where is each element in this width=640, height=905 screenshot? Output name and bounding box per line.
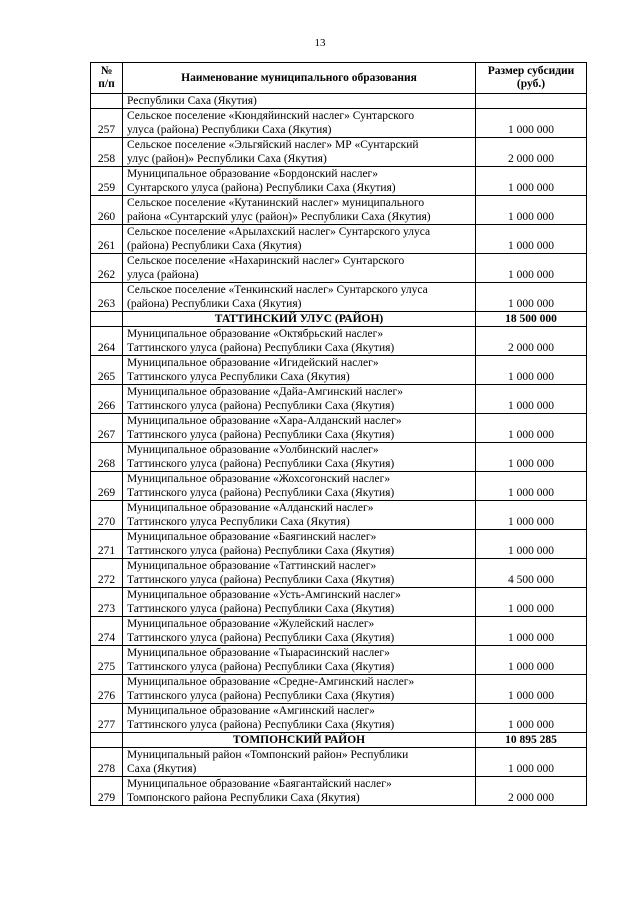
section-title: ТОМПОНСКИЙ РАЙОН — [123, 733, 476, 748]
table-row — [91, 283, 587, 312]
row-amount: 1 000 000 — [476, 675, 587, 704]
row-amount: 1 000 000 — [476, 225, 587, 254]
table-section-row — [91, 733, 587, 748]
table-row — [91, 138, 587, 167]
column-header-name: Наименование муниципального образования — [123, 63, 476, 94]
row-number: 274 — [91, 617, 123, 646]
row-name-line: Таттинского улуса (района) Республики Саха (Якутия) — [127, 603, 395, 615]
row-name-line: Муниципальный район «Томпонский район» Республики — [127, 749, 409, 761]
row-name-line: Муниципальное образование «Хара-Алданский наслег» — [127, 415, 402, 427]
row-name — [123, 559, 476, 588]
row-amount: 1 000 000 — [476, 167, 587, 196]
section-title: ТАТТИНСКИЙ УЛУС (РАЙОН) — [123, 312, 476, 327]
row-number — [91, 733, 123, 748]
row-name-line: Таттинского улуса (района) Республики Саха (Якутия) — [127, 661, 395, 673]
row-name-line: Таттинского улуса (района) Республики Саха (Якутия) — [127, 342, 395, 354]
row-name-line: района «Сунтарский улус (район)» Республики Саха (Якутия) — [127, 211, 431, 223]
row-amount: 1 000 000 — [476, 748, 587, 777]
row-name-line: Таттинского улуса (района) Республики Саха (Якутия) — [127, 690, 395, 702]
table-row — [91, 472, 587, 501]
row-amount: 2 000 000 — [476, 327, 587, 356]
row-amount: 1 000 000 — [476, 704, 587, 733]
row-name-line: Муниципальное образование «Средне-Амгинский наслег» — [127, 676, 415, 688]
section-total: 10 895 285 — [476, 733, 587, 748]
table-row — [91, 414, 587, 443]
row-name — [123, 748, 476, 777]
row-number: 264 — [91, 327, 123, 356]
row-amount: 1 000 000 — [476, 414, 587, 443]
row-name — [123, 167, 476, 196]
row-name-line: Сельское поселение «Кутанинский наслег» муниципального — [127, 197, 425, 209]
row-number: 279 — [91, 777, 123, 806]
table-row — [91, 675, 587, 704]
row-name-line: Таттинского улуса (района) Республики Саха (Якутия) — [127, 545, 395, 557]
row-name-line: Сельское поселение «Кюндяйинский наслег» Сунтарского — [127, 110, 415, 122]
column-header-amount: Размер субсидии (руб.) — [476, 63, 587, 94]
row-name — [123, 385, 476, 414]
row-name-line: Муниципальное образование «Уолбинский наслег» — [127, 444, 379, 456]
row-name — [123, 327, 476, 356]
row-name-line: Таттинского улуса Республики Саха (Якутия) — [127, 516, 350, 528]
row-number: 267 — [91, 414, 123, 443]
row-name — [123, 109, 476, 138]
row-name-line: Таттинского улуса (района) Республики Саха (Якутия) — [127, 400, 395, 412]
row-name-line: Сельское поселение «Арылахский наслег» Сунтарского улуса — [127, 226, 431, 238]
row-number: 270 — [91, 501, 123, 530]
row-name — [123, 225, 476, 254]
row-name — [123, 675, 476, 704]
row-number: 277 — [91, 704, 123, 733]
table-row — [91, 327, 587, 356]
row-amount: 1 000 000 — [476, 646, 587, 675]
row-name-line: Таттинского улуса (района) Республики Саха (Якутия) — [127, 574, 395, 586]
row-amount: 1 000 000 — [476, 472, 587, 501]
row-amount: 1 000 000 — [476, 530, 587, 559]
row-name — [123, 704, 476, 733]
row-name — [123, 196, 476, 225]
row-name-line: Сельское поселение «Тенкинский наслег» Сунтарского улуса — [127, 284, 428, 296]
row-number: 266 — [91, 385, 123, 414]
row-amount: 2 000 000 — [476, 138, 587, 167]
row-name-line: Муниципальное образование «Бордонский наслег» — [127, 168, 379, 180]
row-number: 278 — [91, 748, 123, 777]
row-name-line: Муниципальное образование «Тыарасинский наслег» — [127, 647, 390, 659]
row-amount: 1 000 000 — [476, 617, 587, 646]
row-name — [123, 414, 476, 443]
row-number: 262 — [91, 254, 123, 283]
page-number: 13 — [314, 37, 326, 49]
table-row — [91, 617, 587, 646]
table-row — [91, 588, 587, 617]
row-name-line: Таттинского улуса (района) Республики Саха (Якутия) — [127, 719, 395, 731]
row-name-line: Муниципальное образование «Жохсогонский наслег» — [127, 473, 391, 485]
row-number: 268 — [91, 443, 123, 472]
row-amount: 1 000 000 — [476, 501, 587, 530]
table-row — [91, 167, 587, 196]
row-name — [123, 356, 476, 385]
row-amount: 1 000 000 — [476, 356, 587, 385]
row-name — [123, 283, 476, 312]
row-name-line: Муниципальное образование «Жулейский наслег» — [127, 618, 375, 630]
row-amount: 1 000 000 — [476, 283, 587, 312]
table-row — [91, 704, 587, 733]
row-number — [91, 94, 123, 109]
row-name — [123, 617, 476, 646]
row-name-line: Таттинского улуса (района) Республики Саха (Якутия) — [127, 458, 395, 470]
row-name — [123, 588, 476, 617]
section-total: 18 500 000 — [476, 312, 587, 327]
row-amount: 1 000 000 — [476, 443, 587, 472]
row-name-line: (района) Республики Саха (Якутия) — [127, 240, 302, 252]
row-amount: 1 000 000 — [476, 109, 587, 138]
row-name-line: Таттинского улуса Республики Саха (Якутия) — [127, 371, 350, 383]
subsidy-table — [90, 62, 587, 806]
row-name-line: Сельское поселение «Эльгяйский наслег» МР «Сунтарский — [127, 139, 419, 151]
row-name-line: Таттинского улуса (района) Республики Саха (Якутия) — [127, 487, 395, 499]
row-name — [123, 530, 476, 559]
table-row — [91, 501, 587, 530]
row-name-line: Муниципальное образование «Баягантайский наслег» — [127, 778, 392, 790]
table-row — [91, 748, 587, 777]
row-number — [91, 312, 123, 327]
table-row — [91, 777, 587, 806]
row-number: 259 — [91, 167, 123, 196]
row-name — [123, 443, 476, 472]
row-name — [123, 777, 476, 806]
row-amount: 1 000 000 — [476, 385, 587, 414]
row-name-line: Муниципальное образование «Игидейский наслег» — [127, 357, 379, 369]
row-name-line: Таттинского улуса (района) Республики Саха (Якутия) — [127, 429, 395, 441]
row-name-line: Муниципальное образование «Дайа-Амгинский наслег» — [127, 386, 403, 398]
row-name-line: Муниципальное образование «Амгинский наслег» — [127, 705, 375, 717]
row-name-line: (района) Республики Саха (Якутия) — [127, 298, 302, 310]
row-name — [123, 138, 476, 167]
row-name-line: Муниципальное образование «Таттинский наслег» — [127, 560, 377, 572]
row-name-line: Муниципальное образование «Баягинский наслег» — [127, 531, 377, 543]
row-name — [123, 646, 476, 675]
row-amount: 4 500 000 — [476, 559, 587, 588]
row-name-line: улус (район)» Республики Саха (Якутия) — [127, 153, 327, 165]
row-number: 271 — [91, 530, 123, 559]
row-amount: 2 000 000 — [476, 777, 587, 806]
table-row — [91, 385, 587, 414]
row-amount: 1 000 000 — [476, 254, 587, 283]
table-row — [91, 196, 587, 225]
row-number: 269 — [91, 472, 123, 501]
column-header-number: № п/п — [91, 63, 123, 94]
row-name-line: Таттинского улуса (района) Республики Саха (Якутия) — [127, 632, 395, 644]
row-amount: 1 000 000 — [476, 588, 587, 617]
row-number: 263 — [91, 283, 123, 312]
row-name-line: улуса (района) — [127, 269, 199, 281]
row-name-line: Томпонского района Республики Саха (Якутия) — [127, 792, 360, 804]
row-number: 276 — [91, 675, 123, 704]
table-row — [91, 443, 587, 472]
row-number: 275 — [91, 646, 123, 675]
row-number: 273 — [91, 588, 123, 617]
row-name — [123, 501, 476, 530]
row-name-line: Муниципальное образование «Алданский наслег» — [127, 502, 374, 514]
row-number: 260 — [91, 196, 123, 225]
row-name-line: улуса (района) Республики Саха (Якутия) — [127, 124, 332, 136]
table-row — [91, 254, 587, 283]
row-number: 265 — [91, 356, 123, 385]
table-row — [91, 109, 587, 138]
table-header-row — [91, 63, 587, 94]
table-row — [91, 356, 587, 385]
table-row-continuation — [91, 94, 587, 109]
table-row — [91, 559, 587, 588]
row-name-line: Сельское поселение «Нахаринский наслег» Сунтарского — [127, 255, 405, 267]
row-name-line: Сунтарского улуса (района) Республики Саха (Якутия) — [127, 182, 396, 194]
row-amount: 1 000 000 — [476, 196, 587, 225]
table-body — [91, 94, 587, 806]
row-number: 258 — [91, 138, 123, 167]
row-name-line: Саха (Якутия) — [127, 763, 197, 775]
row-name — [123, 254, 476, 283]
row-name-line: Муниципальное образование «Октябрьский наслег» — [127, 328, 384, 340]
row-name: Республики Саха (Якутия) — [123, 94, 476, 109]
row-name-line: Муниципальное образование «Усть-Амгинский наслег» — [127, 589, 401, 601]
row-number: 257 — [91, 109, 123, 138]
row-amount — [476, 94, 587, 109]
table-row — [91, 225, 587, 254]
row-number: 261 — [91, 225, 123, 254]
row-name — [123, 472, 476, 501]
row-number: 272 — [91, 559, 123, 588]
table-row — [91, 530, 587, 559]
table-row — [91, 646, 587, 675]
table-section-row — [91, 312, 587, 327]
